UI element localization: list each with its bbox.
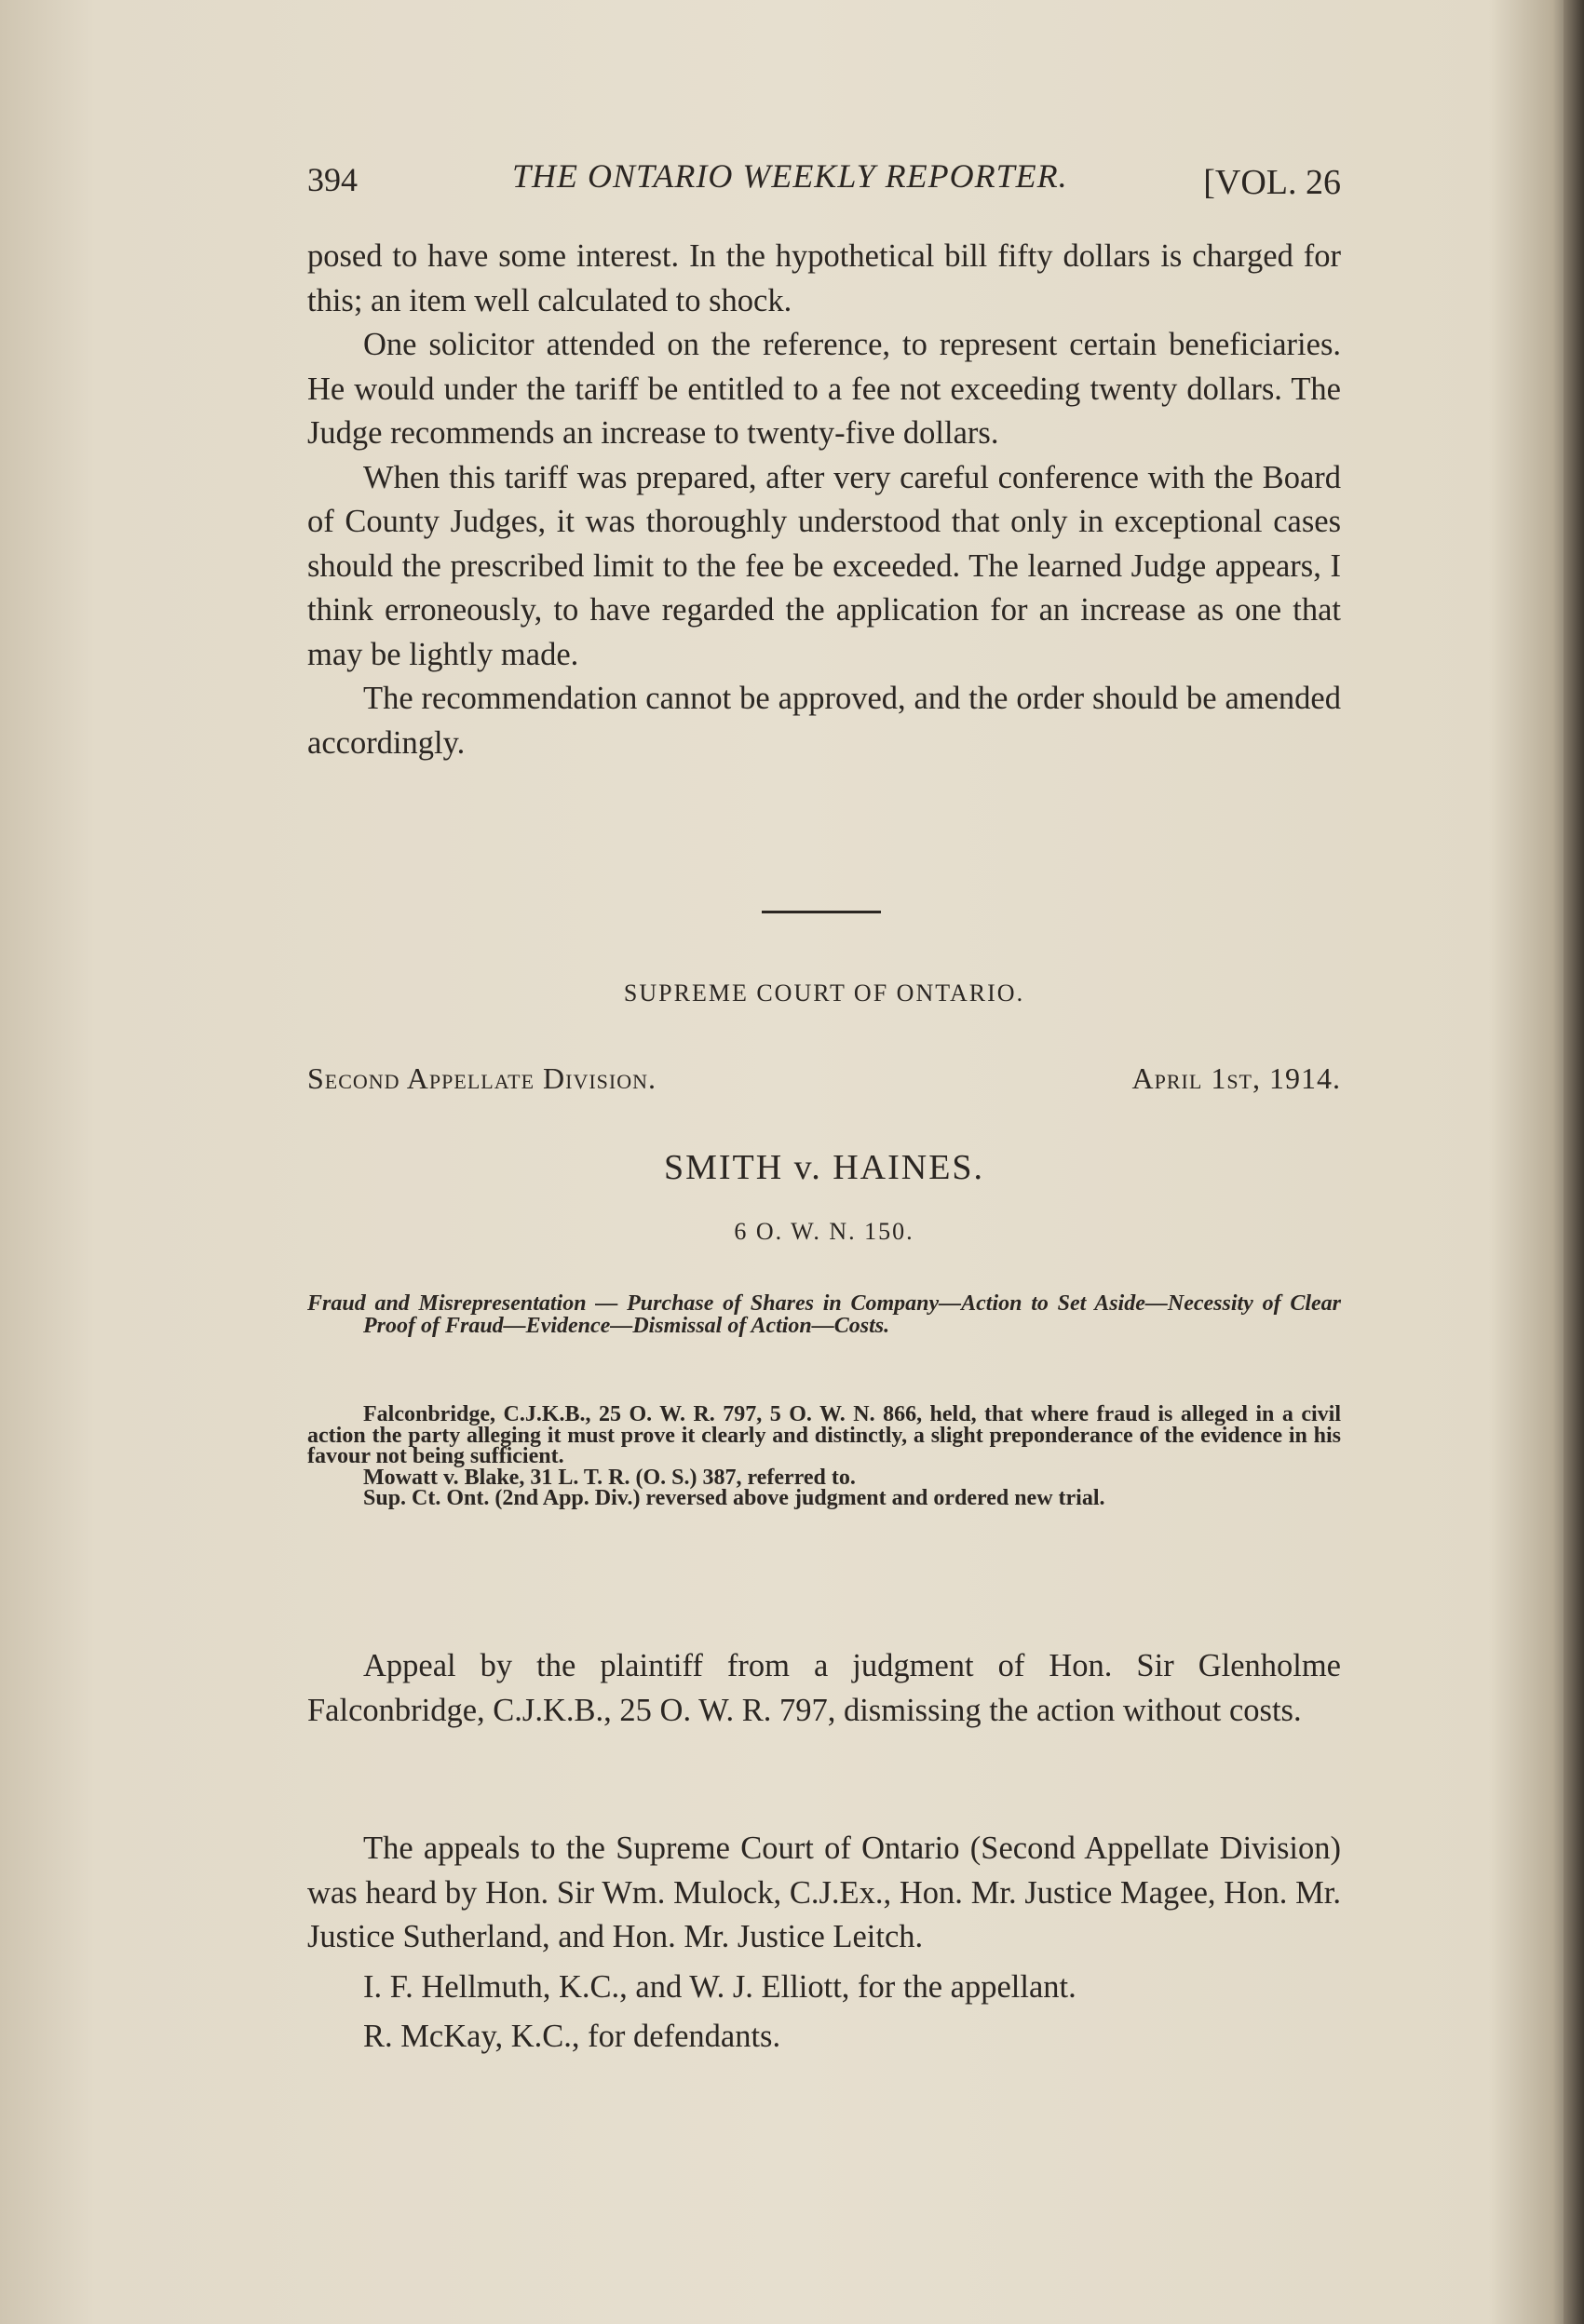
case-citation: 6 O. W. N. 150.: [734, 1218, 914, 1245]
paragraph-tariff: When this tariff was prepared, after very careful conference with the Board of County Judges, it was thoroughly understood that only in exceptional cases should the prescribed limit to the fee be exceeded. The learned Judge appears, I think erroneously, to have regarded the application for an increase as one that may be lightly made.: [307, 459, 1341, 672]
top-body-text: [307, 235, 1341, 765]
section-divider: [762, 911, 881, 913]
paragraph-appellant-counsel: I. F. Hellmuth, K.C., and W. J. Elliott, for the appellant.: [363, 1968, 1076, 2005]
case-summary: [307, 1404, 1341, 1509]
summary-result: Sup. Ct. Ont. (2nd App. Div.) reversed above judgment and ordered new trial.: [363, 1486, 1105, 1510]
summary-referred: Mowatt v. Blake, 31 L. T. R. (O. S.) 387, referred to.: [363, 1465, 856, 1490]
summary-holding: Falconbridge, C.J.K.B., 25 O. W. R. 797, 5 O. W. N. 866, held, that where fraud is alleged in a civil action the party alleging it must prove it clearly and distinctly, a slight preponderance of the evidence in his favour not being sufficient.: [307, 1402, 1341, 1468]
paragraph-recommendation: The recommendation cannot be approved, and the order should be amended accordingly.: [307, 681, 1341, 761]
case-name: SMITH v. HAINES.: [663, 1148, 985, 1187]
running-title: THE ONTARIO WEEKLY REPORTER.: [512, 157, 1068, 195]
paragraph-appeal: Appeal by the plaintiff from a judgment of Hon. Sir Glenholme Falconbridge, C.J.K.B., 25 O. W. R. 797, dismissing the action without costs.: [307, 1648, 1341, 1728]
page-number: 394: [307, 161, 358, 198]
paragraph-defendant-counsel: R. McKay, K.C., for defendants.: [363, 2019, 781, 2054]
page-edge-shadow: [1564, 0, 1584, 2324]
court-name: SUPREME COURT OF ONTARIO.: [623, 980, 1025, 1007]
division-name: Second Appellate Division.: [307, 1061, 657, 1095]
judgment-date: April 1st, 1914.: [1131, 1061, 1341, 1095]
volume-label: [VOL. 26: [1203, 163, 1341, 202]
headnote: Fraud and Misrepresentation — Purchase of Shares in Company—Action to Set Aside—Necessity of Clear Proof of Fraud—Evidence—Dismissal of Action—Costs.: [307, 1291, 1341, 1338]
division-line: [307, 1061, 1341, 1096]
page-header: [307, 156, 1341, 212]
hearing-block: [307, 1827, 1341, 2060]
appeal-paragraph-block: [307, 1644, 1341, 1733]
paragraph-hearing: The appeals to the Supreme Court of Ontario (Second Appellate Division) was heard by Hon. Sir Wm. Mulock, C.J.Ex., Hon. Mr. Justice Magee, Hon. Mr. Justice Sutherland, and Hon. Mr. Justice Leitch.: [307, 1831, 1341, 1954]
paragraph-solicitor: One solicitor attended on the reference, to represent certain beneficiaries. He would under the tariff be entitled to a fee not exceeding twenty dollars. The Judge recommends an increase to twenty-five dollars.: [307, 327, 1341, 451]
paragraph-continuation: posed to have some interest. In the hypothetical bill fifty dollars is charged for this; an item well calculated to shock.: [307, 238, 1341, 318]
